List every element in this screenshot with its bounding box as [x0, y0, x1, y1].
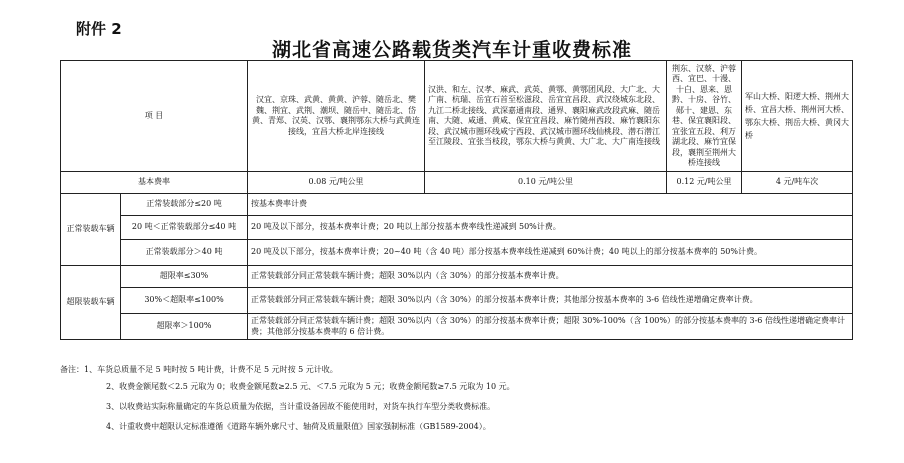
base-rate-value: 0.12 元/吨公里	[667, 172, 742, 194]
region-cell: 汉洪、和左、汉孝、麻武、武英、黄鄂、黄鄂团风段、大广北、大广南、杭瑞、岳宜石首至松滋段、岳宜宜昌段、武汉绕城东北段、九江二桥北接线、武深嘉通南段、通界、襄阳麻武改段武麻、随岳南、大随、咸通、黄咸、保宜宜昌段、麻竹随州西段、麻竹襄阳东段、武汉城市圈环线咸宁西段、武汉城市圈环线仙桃段、潜石潜江至江陵段、宜张当枝段，鄂东大桥与黄黄、大广北、大广南连接线	[425, 61, 667, 172]
base-rate-value: 4 元/吨车次	[742, 172, 853, 194]
table-row	[61, 172, 853, 194]
row-rule: 20 吨及以下部分，按基本费率计费；20~40 吨（含 40 吨）部分按基本费率线性递减到 60%计费；40 吨以上的部分按基本费率的 50%计费。	[248, 240, 853, 266]
table-row	[61, 61, 853, 172]
row-rule: 正常装载部分同正常装载车辆计费；超限 30%以内（含 30%）的部分按基本费率计费；其他部分按基本费率的 3-6 倍线性递增确定费率计费。	[248, 288, 853, 314]
table-row	[61, 216, 853, 240]
row-label: 20 吨＜正常装载部分≤40 吨	[121, 216, 248, 240]
table-row	[61, 240, 853, 266]
region-text: 荆东、汉蔡、沪蓉西、宜巴、十漫、十白、恩来、恩黔、十房、谷竹、郧十、建恩、东巷、保宜襄阳段、宜张宜五段、利万湖北段、麻竹宜保段，襄荆至荆州大桥连接线	[672, 63, 737, 167]
normal-group-label: 正常装载车辆	[61, 194, 121, 266]
row-label: 30%＜超限率≤100%	[121, 288, 248, 314]
note-line: 备注：1、车货总质量不足 5 吨时按 5 吨计费，计费不足 5 元时按 5 元计收。	[60, 365, 338, 374]
table-row	[61, 288, 853, 314]
row-rule: 20 吨及以下部分，按基本费率计费；20 吨以上部分按基本费率线性递减到 50%计费。	[248, 216, 853, 240]
base-rate-value: 0.08 元/吨公里	[248, 172, 425, 194]
base-rate-label: 基本费率	[61, 172, 248, 194]
note-line: 4、计重收费中超限认定标准遵循《道路车辆外廓尺寸、轴荷及质量限值》国家强制标准（GB1589-2004）。	[106, 422, 491, 431]
over-group-label: 超限装载车辆	[61, 266, 121, 340]
page-title: 湖北省高速公路载货类汽车计重收费标准	[271, 39, 632, 61]
row-label: 超限率＞100%	[121, 314, 248, 340]
item-header: 项 目	[61, 61, 248, 172]
base-rate-value: 0.10 元/吨公里	[425, 172, 667, 194]
region-cell: 军山大桥、阳逻大桥、荆州大桥、宜昌大桥、荆州河大桥、鄂东大桥、荆岳大桥、黄冈大桥	[742, 61, 853, 172]
note-line: 2、收费金额尾数＜2.5 元取为 0；收费金额尾数≥2.5 元、＜7.5 元取为 5 元；收费金额尾数≥7.5 元取为 10 元。	[106, 382, 515, 391]
table-row	[61, 266, 853, 288]
fee-table	[60, 60, 853, 340]
region-cell: 汉宜、京珠、武黄、黄黄、沪蓉、随岳北、樊魏、荆宜、武荆、潮坝、随岳中、随岳北、岱黄、青郑、汉英、汉鄂、襄荆鄂东大桥与武黄连接线，宜昌大桥北岸连接线	[248, 61, 425, 172]
attachment-label: 附件 2	[76, 20, 122, 38]
row-label: 正常装载部分≤20 吨	[121, 194, 248, 216]
table-row	[61, 314, 853, 340]
row-label: 正常装载部分＞40 吨	[121, 240, 248, 266]
row-rule: 按基本费率计费	[248, 194, 853, 216]
row-label: 超限率≤30%	[121, 266, 248, 288]
table-row	[61, 194, 853, 216]
row-rule: 正常装载部分同正常装载车辆计费；超限 30%以内（含 30%）的部分按基本费率计费；超限 30%-100%（含 100%）的部分按基本费率的 3-6 倍线性递增确定费率计费；其他部分按基本费率的 6 倍计费。	[248, 314, 853, 340]
row-rule: 正常装载部分同正常装载车辆计费；超限 30%以内（含 30%）的部分按基本费率计费。	[248, 266, 853, 288]
region-cell	[667, 61, 742, 172]
note-line: 3、以收费站实际称量确定的车货总质量为依据，当计重设备因故不能使用时，对货车执行车型分类收费标准。	[106, 402, 496, 411]
